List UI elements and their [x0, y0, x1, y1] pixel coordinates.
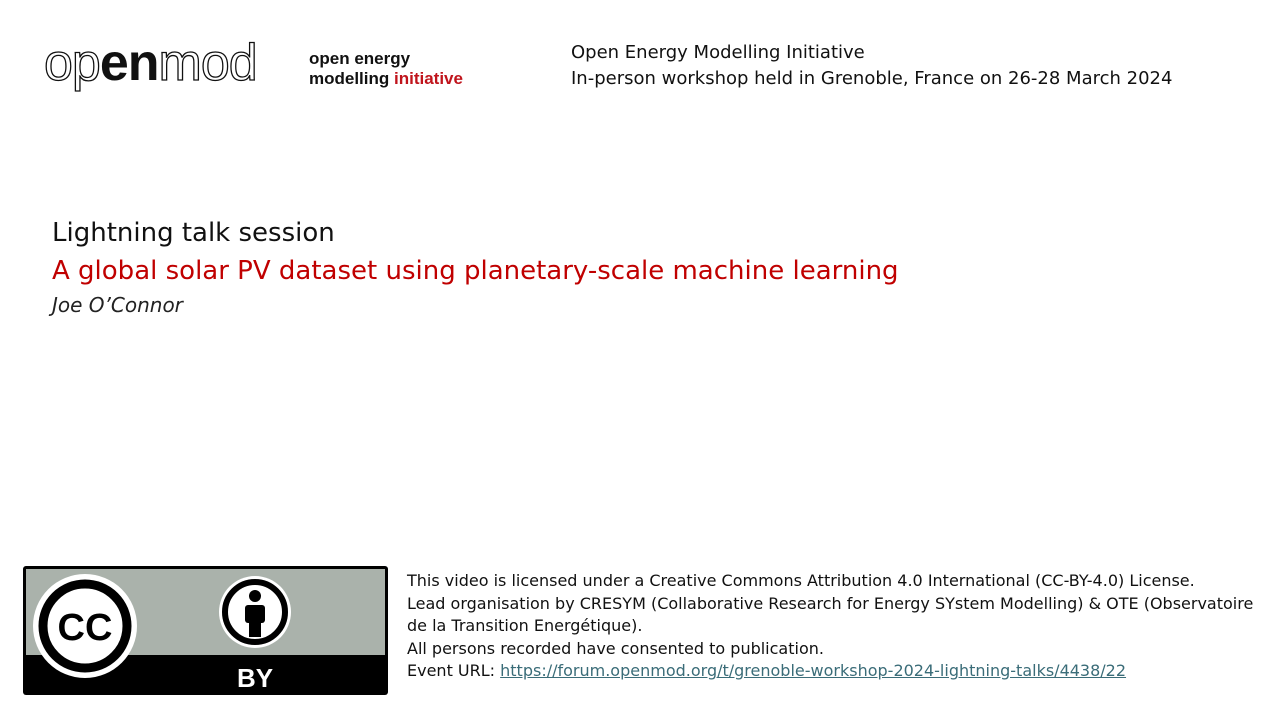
- event-line: In-person workshop held in Grenoble, France on 26-28 March 2024: [571, 68, 1173, 89]
- session-label: Lightning talk session: [52, 218, 335, 248]
- creative-commons-icon: [33, 574, 137, 678]
- org-info: [571, 40, 1172, 92]
- logo-word-bold: en: [99, 34, 159, 92]
- cc-text: CC: [57, 607, 113, 649]
- cc-by-license-badge: [23, 566, 388, 695]
- org-name: Open Energy Modelling Initiative: [571, 42, 865, 63]
- logo-tagline-line2: [309, 69, 463, 89]
- logo-word-thin-2: mod: [158, 34, 257, 92]
- logo-tagline: [309, 49, 463, 89]
- event-url-label: Event URL:: [407, 661, 501, 680]
- cc-by-badge-graphic: [23, 566, 388, 695]
- lead-organisation-line: Lead organisation by CRESYM (Collaborative Research for Energy SYstem Modelling) & OTE (Observatoire de la Transition Energétique).: [407, 593, 1254, 635]
- speaker-name: Joe O’Connor: [52, 293, 183, 317]
- license-line: This video is licensed under a Creative Commons Attribution 4.0 International (CC-BY-4.0) License.: [407, 571, 1195, 590]
- logo-word-thin-1: op: [44, 34, 100, 92]
- event-url-line: [407, 660, 1267, 683]
- talk-title: A global solar PV dataset using planetary-scale machine learning: [52, 256, 899, 286]
- logo-tagline-plain: modelling: [309, 69, 394, 88]
- event-url-link[interactable]: https://forum.openmod.org/t/grenoble-workshop-2024-lightning-talks/4438/22: [500, 661, 1127, 680]
- logo-tagline-accent: initiative: [394, 69, 463, 88]
- attribution-person-icon: [219, 576, 291, 648]
- logo-wordmark: [44, 32, 257, 94]
- consent-line: All persons recorded have consented to publication.: [407, 638, 824, 658]
- openmod-logo: [44, 34, 484, 104]
- by-text: BY: [236, 663, 274, 693]
- talk-heading: [52, 214, 899, 320]
- logo-tagline-line1: open energy: [309, 49, 411, 68]
- license-notice: [407, 570, 1267, 683]
